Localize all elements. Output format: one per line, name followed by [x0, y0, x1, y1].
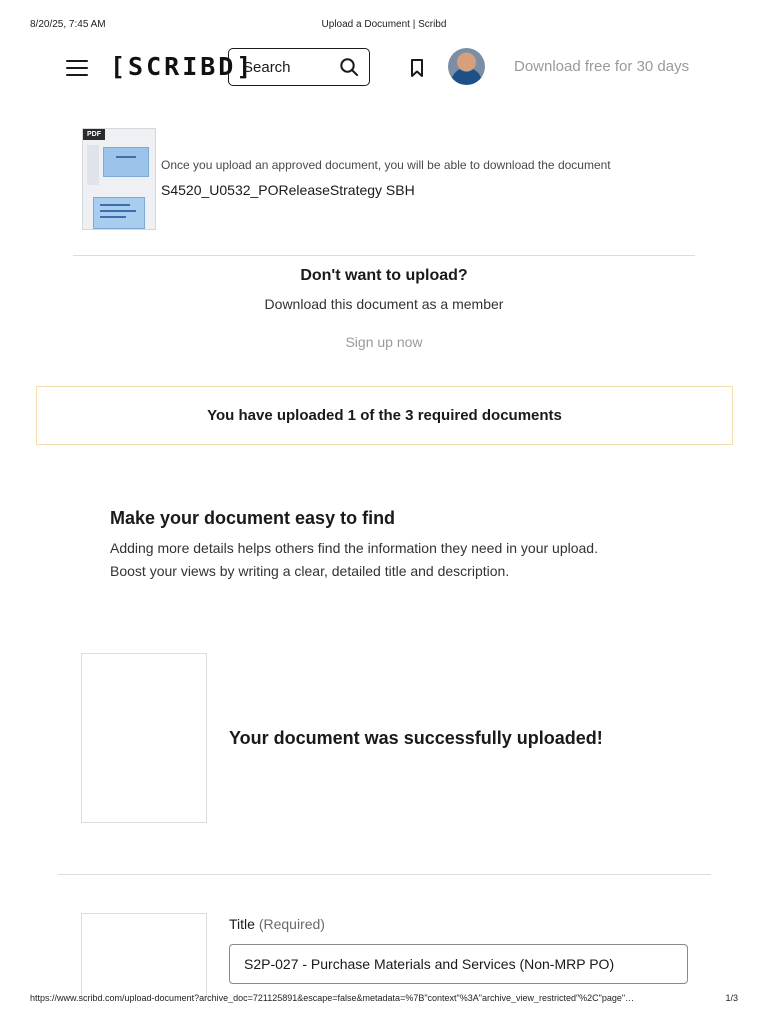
- document-thumbnail: [82, 128, 156, 230]
- print-page-title: Upload a Document | Scribd: [321, 19, 447, 30]
- divider: [73, 255, 695, 256]
- sign-up-link[interactable]: Sign up now: [345, 334, 423, 350]
- menu-icon[interactable]: [66, 60, 88, 76]
- search-input[interactable]: [228, 48, 370, 86]
- print-page-number: 1/3: [725, 993, 738, 1003]
- divider: [58, 874, 711, 875]
- details-heading: Make your document easy to find: [110, 508, 396, 528]
- upload-progress-notice: [36, 386, 733, 445]
- search-icon[interactable]: [339, 57, 359, 77]
- bookmark-icon[interactable]: [408, 58, 426, 78]
- scribd-logo[interactable]: [SCRIBD]: [110, 52, 255, 81]
- upload-success-message: Your document was successfully uploaded!: [229, 728, 603, 748]
- title-field-label: [229, 916, 325, 932]
- print-date: 8/20/25, 7:45 AM: [30, 19, 106, 30]
- download-as-member-text: Download this document as a member: [264, 296, 504, 312]
- pdf-badge: PDF: [83, 129, 105, 140]
- download-free-link[interactable]: Download free for 30 days: [514, 58, 690, 75]
- details-description-line: Boost your views by writing a clear, detailed title and description.: [110, 563, 510, 579]
- print-url: https://www.scribd.com/upload-document?archive_doc=721125891&escape=false&metadata=%7B"context"%3A"archive_view_restricted"%2C"page"…: [30, 993, 635, 1003]
- document-title: S4520_U0532_POReleaseStrategy SBH: [161, 182, 415, 198]
- title-label-text: Title: [229, 916, 255, 932]
- dont-want-upload-heading: Don't want to upload?: [300, 267, 468, 284]
- required-indicator: (Required): [258, 916, 325, 932]
- avatar[interactable]: [448, 48, 485, 85]
- uploaded-document-preview: [81, 653, 207, 823]
- upload-progress-text: You have uploaded 1 of the 3 required documents: [207, 407, 562, 424]
- details-description-line: Adding more details helps others find the information they need in your upload.: [110, 540, 598, 556]
- upload-note: Once you upload an approved document, you will be able to download the document: [161, 158, 611, 172]
- document-preview: [81, 913, 207, 998]
- search-placeholder: Search: [243, 58, 291, 76]
- title-input[interactable]: [229, 944, 688, 984]
